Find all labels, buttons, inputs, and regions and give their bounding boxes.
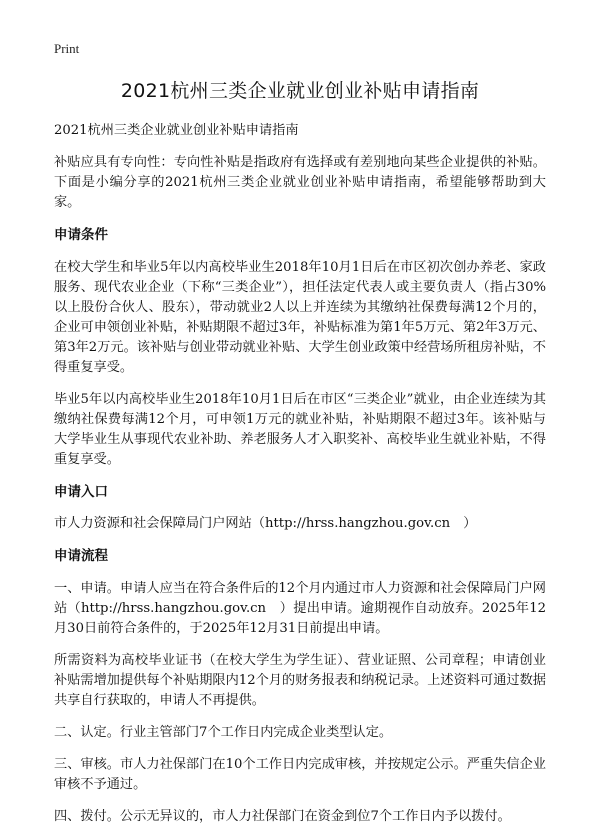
- process-materials: 所需资料为高校毕业证书（在校大学生为学生证）、营业证照、公司章程；申请创业补贴需增加提供每个补贴期限内12个月的财务报表和纳税记录。上述资料可通过数据共享自行获取的，申请人不再提供。: [54, 653, 546, 708]
- process-step-apply: 一、申请。申请人应当在符合条件后的12个月内通过市人力资源和社会保障局门户网站（http://hrss.hangzhou.gov.cn ）提出申请。逾期视作自动放弃。2025年12月30日前符合条件的，于2025年12月31日前提出申请。: [54, 581, 546, 636]
- section-heading-conditions: 申请条件: [54, 227, 108, 243]
- process-step-disburse: 四、拨付。公示无异议的，市人力社保部门在资金到位7个工作日内予以拨付。: [54, 809, 511, 824]
- process-step-review: 三、审核。市人力社保部门在10个工作日内完成审核，并按规定公示。严重失信企业审核不予通过。: [54, 757, 546, 792]
- section-heading-process: 申请流程: [54, 548, 108, 564]
- conditions-paragraph-1: 在校大学生和毕业5年以内高校毕业生2018年10月1日后在市区初次创办养老、家政服务、现代农业企业（下称“三类企业”），担任法定代表人或主要负责人（指占30%以上股份合伙人、股东），带动就业2人以上并连续为其缴纳社保费每满12个月的，企业可申领创业补贴，补贴期限不超过3年，补贴标准为第1年5万元、第2年3万元、第3年2万元。该补贴与创业带动就业补贴、大学生创业政策中经营场所租房补贴，不得重复享受。: [54, 260, 546, 375]
- section-heading-entry: 申请入口: [54, 484, 108, 500]
- process-step-confirm: 二、认定。行业主管部门7个工作日内完成企业类型认定。: [54, 725, 393, 740]
- print-link[interactable]: Print: [54, 41, 80, 56]
- conditions-paragraph-2: 毕业5年以内高校毕业生2018年10月1日后在市区“三类企业”就业，由企业连续为其缴纳社保费每满12个月，可申领1万元的就业补贴，补贴期限不超过3年。该补贴与大学毕业生从事现代农业补助、养老服务人才入职奖补、高校毕业生就业补贴，不得重复享受。: [54, 392, 546, 467]
- subtitle: 2021杭州三类企业就业创业补贴申请指南: [54, 123, 299, 138]
- intro-paragraph: 补贴应具有专向性：专向性补贴是指政府有选择或有差别地向某些企业提供的补贴。下面是小编分享的2021杭州三类企业就业创业补贴申请指南，希望能够帮助到大家。: [54, 155, 546, 210]
- entry-paragraph: 市人力资源和社会保障局门户网站（http://hrss.hangzhou.gov.cn ）: [54, 516, 477, 531]
- page-title: 2021杭州三类企业就业创业补贴申请指南: [120, 80, 480, 102]
